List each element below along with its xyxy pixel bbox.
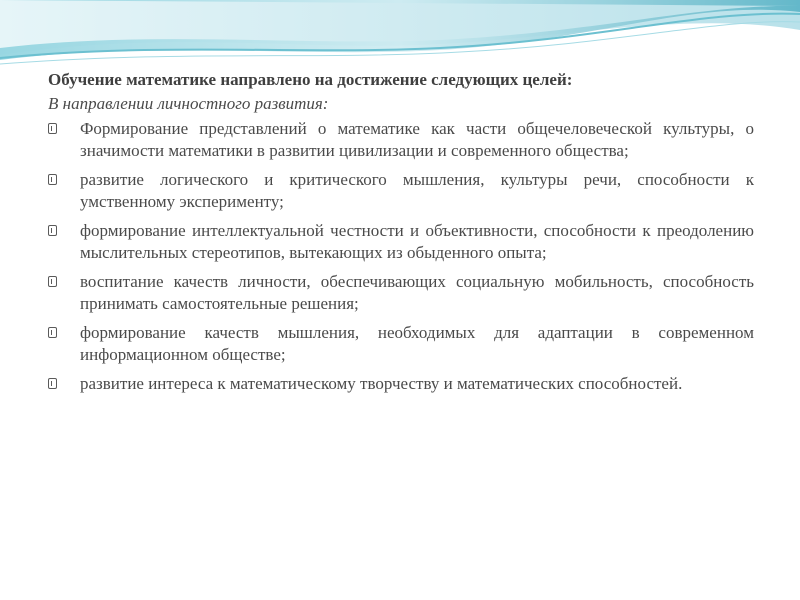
bullet-icon: [48, 123, 57, 134]
slide-heading: Обучение математике направлено на достижение следующих целей:: [48, 70, 573, 89]
list-item-text: Формирование представлений о математике как части общечеловеческой культуры, о значимости математики в развитии цивилизации и современного общества;: [80, 119, 754, 160]
list-item: [48, 373, 754, 395]
list-item: [48, 220, 754, 264]
goals-list: [48, 118, 754, 395]
bullet-icon: [48, 276, 57, 287]
bullet-icon: [48, 225, 57, 236]
list-item-text: развитие логического и критического мышления, культуры речи, способности к умственному эксперименту;: [80, 170, 754, 211]
bullet-icon: [48, 378, 57, 389]
list-item: [48, 271, 754, 315]
bullet-icon: [48, 327, 57, 338]
bullet-icon: [48, 174, 57, 185]
list-item: [48, 169, 754, 213]
slide-content: [48, 68, 754, 402]
list-item-text: воспитание качеств личности, обеспечивающих социальную мобильность, способность принимать самостоятельные решения;: [80, 272, 754, 313]
list-item: [48, 118, 754, 162]
slide-subheading: В направлении личностного развития:: [48, 94, 329, 113]
list-item-text: формирование качеств мышления, необходимых для адаптации в современном информационном обществе;: [80, 323, 754, 364]
list-item-text: развитие интереса к математическому творчеству и математических способностей.: [80, 374, 683, 393]
list-item: [48, 322, 754, 366]
list-item-text: формирование интеллектуальной честности и объективности, способности к преодолению мыслительных стереотипов, вытекающих из обыденного опыта;: [80, 221, 754, 262]
